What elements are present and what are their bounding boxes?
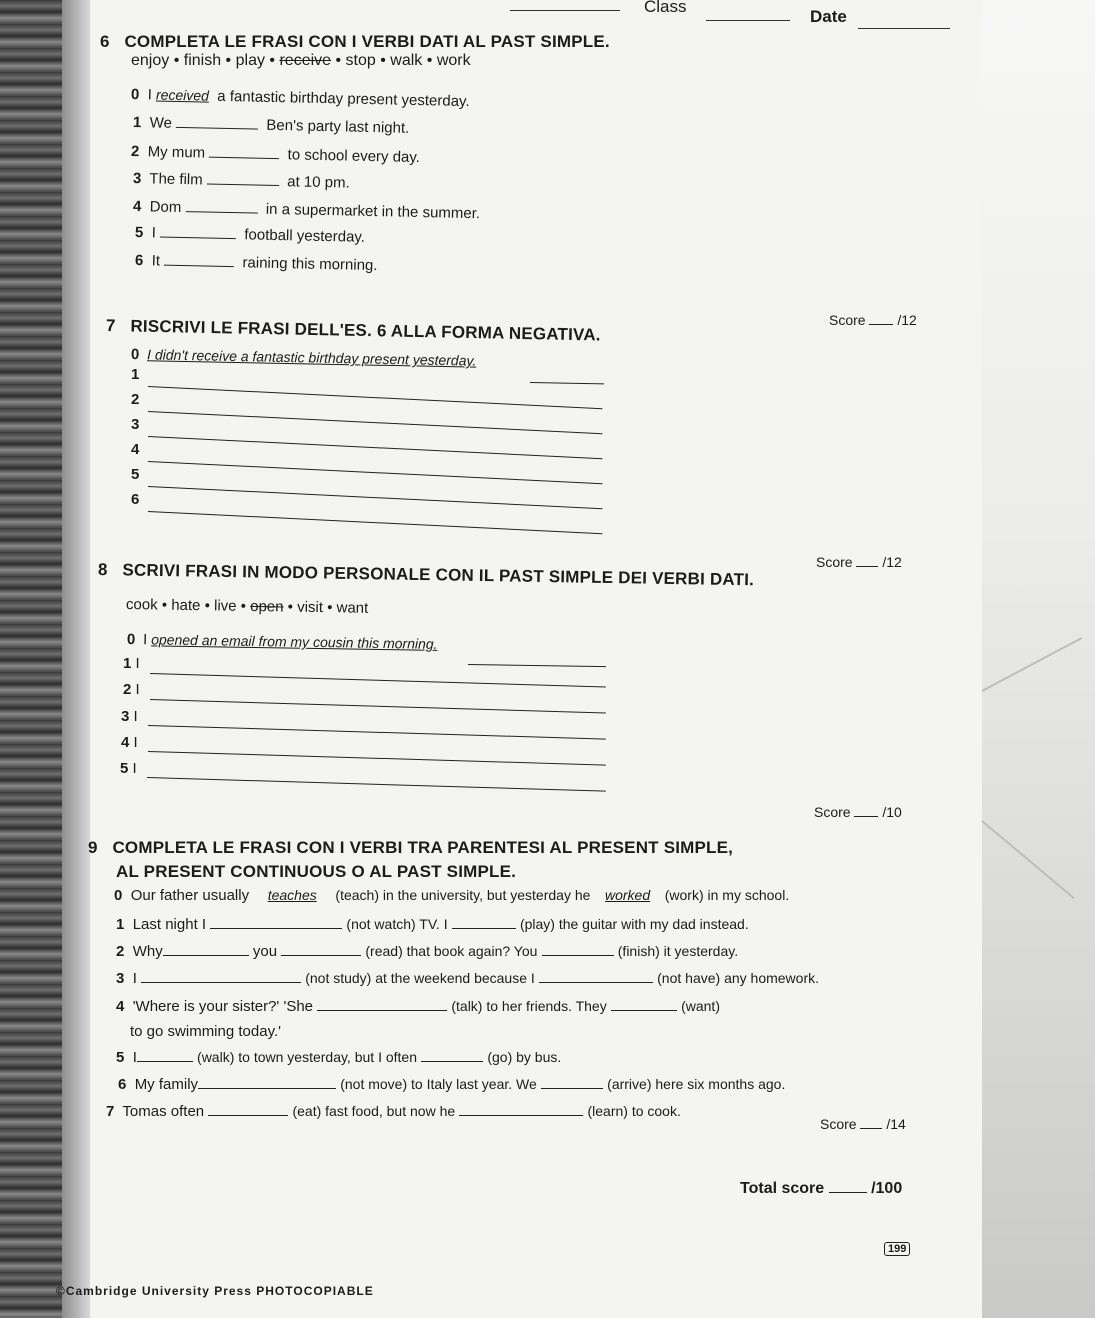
- score-blank[interactable]: [856, 552, 878, 567]
- item-number: 0: [114, 887, 123, 904]
- date-blank[interactable]: [858, 28, 950, 29]
- exercise-title: COMPLETA LE FRASI CON I VERBI TRA PARENTESI AL PRESENT SIMPLE,: [112, 838, 734, 857]
- item-text: (not have) any homework.: [657, 970, 819, 986]
- answer-blank[interactable]: [198, 1074, 336, 1089]
- item-number: 1: [131, 366, 140, 383]
- item-subject: Dom: [149, 198, 182, 217]
- answer-blank[interactable]: [176, 113, 258, 130]
- exercise-6-heading: [100, 32, 610, 52]
- item-text: at 10 pm.: [287, 173, 350, 192]
- item-subject: I: [135, 655, 140, 672]
- total-score-blank[interactable]: [829, 1178, 867, 1193]
- item-number: 0: [130, 346, 140, 364]
- word-bank-item-crossed: receive: [279, 52, 332, 69]
- item-number: 6: [118, 1076, 127, 1093]
- item-number: 3: [121, 708, 130, 725]
- item-text: a fantastic birthday present yesterday.: [217, 87, 470, 111]
- answer-blank[interactable]: [137, 1047, 193, 1062]
- ex8-item-4: [121, 734, 138, 751]
- binder-ring-edge: [0, 0, 62, 1318]
- item-subject: It: [151, 252, 161, 270]
- item-number: 2: [130, 143, 140, 161]
- item-text: I: [132, 970, 137, 987]
- header-rule: [510, 10, 620, 11]
- date-label: Date: [810, 7, 847, 26]
- score-label: Score: [829, 312, 866, 328]
- item-text: (walk) to town yesterday, but I often: [197, 1049, 417, 1065]
- score-blank[interactable]: [860, 1114, 882, 1129]
- item-text: I: [132, 1049, 137, 1066]
- word-bank-item-crossed: open: [250, 597, 284, 616]
- score-total: /12: [882, 554, 902, 570]
- total-score-label: Total score: [740, 1180, 825, 1197]
- item-number: 5: [131, 466, 140, 483]
- ex8-item-3: [121, 708, 138, 725]
- item-text: (want): [681, 998, 720, 1014]
- item-text: 'Where is your sister?' 'She: [132, 998, 314, 1015]
- score-label: Score: [814, 804, 851, 820]
- item-number: 6: [134, 252, 144, 270]
- item-number: 5: [134, 224, 144, 242]
- answer-blank[interactable]: [160, 223, 236, 240]
- item-text: (not watch) TV. I: [346, 916, 448, 932]
- item-number: 0: [126, 631, 136, 649]
- item-subject: I: [151, 224, 157, 242]
- word-bank-item: want: [336, 599, 369, 617]
- word-bank: cook • hate • live • open • visit • want: [125, 596, 369, 617]
- answer-blank[interactable]: [421, 1047, 483, 1062]
- item-text: (teach) in the university, but yesterday he: [335, 887, 591, 903]
- answer-blank[interactable]: [317, 996, 447, 1011]
- item-text: (play) the guitar with my dad instead.: [519, 916, 749, 932]
- page-number: 199: [884, 1242, 910, 1256]
- answer-blank[interactable]: [210, 914, 342, 929]
- item-text: (arrive) here six months ago.: [607, 1076, 786, 1092]
- word-bank-item: live: [213, 597, 237, 615]
- ex9-item-7: [106, 1101, 681, 1120]
- answer-blank[interactable]: [459, 1101, 583, 1116]
- item-text: Last night I: [132, 916, 207, 933]
- item-number: 1: [123, 655, 132, 672]
- example-answer: I didn't receive a fantastic birthday present yesterday.: [146, 346, 477, 369]
- example-answer: opened an email from my cousin this morning.: [151, 631, 438, 652]
- ex9-item-3: [116, 968, 819, 987]
- item-number: 4: [116, 998, 125, 1015]
- item-text: (work) in my school.: [664, 887, 790, 903]
- score-total: /10: [882, 804, 902, 820]
- item-number: 4: [131, 441, 140, 458]
- word-bank: enjoy • finish • play • receive • stop • walk • work: [131, 52, 471, 69]
- item-subject: My mum: [147, 143, 206, 162]
- item-text: (not study) at the weekend because I: [305, 970, 535, 986]
- word-bank-item: finish: [183, 52, 222, 69]
- item-text: (go) by bus.: [487, 1049, 562, 1065]
- score-blank[interactable]: [854, 802, 878, 817]
- item-subject: I: [147, 86, 153, 104]
- ex9-item-4: [116, 996, 720, 1015]
- item-subject: The film: [149, 170, 203, 189]
- item-text: (talk) to her friends. They: [451, 998, 607, 1014]
- item-text: (not move) to Italy last year. We: [340, 1076, 537, 1092]
- answer-blank[interactable]: [164, 251, 234, 267]
- exercise-number: 9: [88, 838, 98, 857]
- item-subject: I: [142, 631, 148, 649]
- ex8-item-2: [123, 681, 140, 698]
- ex8-item-5: [120, 760, 137, 777]
- exercise-number: 7: [105, 316, 116, 336]
- ex8-score: [814, 802, 902, 820]
- ex9-score: [820, 1114, 906, 1132]
- item-text: raining this morning.: [242, 254, 378, 275]
- item-number: 1: [116, 916, 125, 933]
- ex8-item-1: [123, 655, 140, 672]
- answer-blank[interactable]: [541, 1074, 603, 1089]
- ex6-score: [829, 310, 917, 328]
- answer-blank[interactable]: [141, 968, 301, 983]
- item-number: 4: [121, 734, 130, 751]
- answer-blank[interactable]: [185, 197, 257, 214]
- item-number: 3: [132, 170, 142, 188]
- word-bank-item: walk: [390, 52, 423, 69]
- item-text: to school every day.: [287, 146, 421, 167]
- score-total: /14: [886, 1116, 906, 1132]
- word-bank-item: visit: [297, 598, 324, 617]
- total-score-out-of: /100: [871, 1180, 903, 1197]
- answer-blank[interactable]: [207, 170, 279, 187]
- exercise-title: SCRIVI FRASI IN MODO PERSONALE CON IL PAST SIMPLE DEI VERBI DATI.: [122, 560, 755, 590]
- ex7-score: [816, 552, 902, 570]
- item-number: 0: [130, 86, 140, 104]
- exercise-number: 8: [97, 560, 108, 580]
- word-bank-item: stop: [345, 52, 376, 69]
- item-number: 6: [131, 491, 140, 508]
- score-total: /12: [897, 312, 917, 328]
- item-text: (learn) to cook.: [587, 1103, 681, 1119]
- item-text: Tomas often: [122, 1103, 205, 1120]
- score-blank[interactable]: [869, 310, 893, 325]
- item-number: 5: [120, 760, 129, 777]
- item-subject: I: [133, 734, 138, 751]
- item-text: (finish) it yesterday.: [617, 943, 739, 959]
- exercise-9-heading-2: AL PRESENT CONTINUOUS O AL PAST SIMPLE.: [116, 862, 517, 881]
- item-text: in a supermarket in the summer.: [265, 200, 481, 223]
- answer-blank[interactable]: [542, 941, 614, 956]
- class-blank[interactable]: [706, 20, 790, 21]
- exercise-9-heading: [88, 838, 733, 858]
- ex9-item-6: [118, 1074, 785, 1093]
- word-bank-item: hate: [171, 596, 201, 615]
- binder-shadow: [62, 0, 90, 1318]
- word-bank-item: enjoy: [131, 52, 170, 69]
- answer-blank[interactable]: [611, 996, 677, 1011]
- word-bank-item: work: [436, 52, 471, 69]
- example-answer: received: [155, 86, 210, 104]
- score-label: Score: [816, 554, 853, 570]
- item-subject: We: [149, 114, 173, 132]
- item-number: 2: [123, 681, 132, 698]
- item-number: 7: [106, 1103, 115, 1120]
- word-bank-item: play: [235, 52, 265, 69]
- item-number: 3: [116, 970, 125, 987]
- answer-blank[interactable]: [208, 1101, 288, 1116]
- item-text: (eat) fast food, but now he: [292, 1103, 456, 1119]
- item-text: Ben's party last night.: [266, 116, 410, 137]
- example-answer: worked: [605, 887, 651, 903]
- item-text: football yesterday.: [244, 226, 366, 246]
- item-number: 2: [131, 391, 140, 408]
- answer-blank[interactable]: [209, 143, 279, 159]
- ex9-item-4-cont: to go swimming today.': [130, 1023, 281, 1040]
- example-answer: teaches: [267, 887, 317, 903]
- item-text: you: [252, 943, 278, 960]
- item-text: Why: [132, 943, 163, 960]
- item-number: 5: [116, 1049, 125, 1066]
- answer-blank[interactable]: [281, 941, 361, 956]
- word-bank-item: cook: [125, 596, 158, 614]
- exercise-title: RISCRIVI LE FRASI DELL'ES. 6 ALLA FORMA NEGATIVA.: [130, 316, 601, 345]
- item-text: My family: [134, 1076, 199, 1093]
- ex9-item-1: [116, 914, 749, 933]
- item-subject: I: [133, 708, 138, 725]
- total-score: [740, 1178, 902, 1198]
- copyright-footer: ©Cambridge University Press PHOTOCOPIABLE: [56, 1284, 374, 1298]
- item-subject: I: [135, 681, 140, 698]
- item-number: 4: [132, 198, 142, 216]
- item-text: Our father usually: [130, 887, 250, 904]
- answer-blank[interactable]: [539, 968, 653, 983]
- item-text: (read) that book again? You: [365, 943, 538, 959]
- ex9-example: [114, 887, 789, 904]
- answer-blank[interactable]: [452, 914, 516, 929]
- item-number: 3: [131, 416, 140, 433]
- ex9-item-5: [116, 1047, 561, 1066]
- item-number: 1: [132, 114, 142, 132]
- ex9-item-2: [116, 941, 738, 960]
- exercise-number: 6: [100, 32, 110, 51]
- class-label: Class: [644, 0, 687, 16]
- answer-blank[interactable]: [163, 941, 249, 956]
- item-subject: I: [132, 760, 137, 777]
- exercise-title: COMPLETA LE FRASI CON I VERBI DATI AL PAST SIMPLE.: [124, 32, 610, 51]
- item-number: 2: [116, 943, 125, 960]
- score-label: Score: [820, 1116, 857, 1132]
